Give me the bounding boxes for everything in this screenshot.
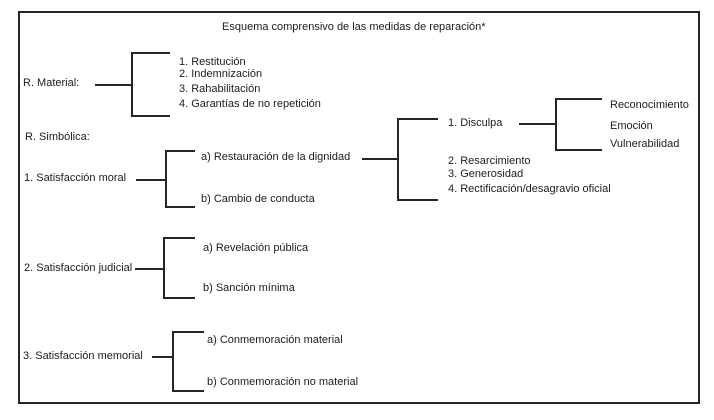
material-item: 3. Rahabilitación	[179, 83, 261, 95]
material-label: R. Material:	[23, 77, 80, 89]
judicial-item-a: a) Revelación pública	[203, 242, 309, 254]
judicial-label: 2. Satisfacción judicial	[24, 262, 133, 274]
bracket-line	[397, 118, 438, 120]
connector-line	[519, 123, 555, 125]
dignidad-item: 2. Resarcimiento	[448, 155, 531, 167]
bracket-line	[131, 52, 170, 54]
disculpa-item: Reconocimiento	[610, 99, 689, 111]
bracket-line	[131, 115, 170, 117]
diagram-title: Esquema comprensivo de las medidas de reparación*	[222, 21, 486, 33]
bracket-line	[163, 237, 195, 239]
judicial-item-b: b) Sanción mínima	[203, 282, 295, 294]
material-item: 4. Garantías de no repetición	[179, 98, 321, 110]
moral-item-a: a) Restauración de la dignidad	[201, 151, 351, 163]
bracket-line	[555, 98, 602, 100]
simbolica-label: R. Simbólica:	[25, 131, 90, 143]
moral-label: 1. Satisfacción moral	[24, 172, 127, 184]
connector-line	[362, 158, 398, 160]
bracket-line	[397, 199, 438, 201]
memorial-item-b: b) Conmemoración no material	[207, 376, 359, 388]
bracket-line	[172, 390, 204, 392]
memorial-item-a: a) Conmemoración material	[207, 334, 343, 346]
moral-item-b: b) Cambio de conducta	[201, 193, 315, 205]
connector-line	[136, 179, 165, 181]
disculpa-item: Vulnerabilidad	[610, 138, 680, 150]
connector-line	[152, 356, 172, 358]
diagram-border	[18, 11, 700, 404]
bracket-line	[555, 149, 602, 151]
bracket-line	[165, 206, 195, 208]
connector-line	[135, 268, 163, 270]
bracket-line	[397, 118, 399, 200]
bracket-line	[163, 237, 165, 298]
bracket-line	[172, 331, 204, 333]
bracket-line	[163, 297, 195, 299]
material-item: 1. Restitución	[179, 56, 246, 68]
bracket-line	[131, 52, 133, 116]
bracket-line	[165, 150, 195, 152]
disculpa-item: Emoción	[610, 120, 653, 132]
dignidad-item: 4. Rectificación/desagravio oficial	[448, 183, 611, 195]
connector-line	[95, 84, 132, 86]
material-item: 2. Indemnización	[179, 68, 263, 80]
bracket-line	[165, 150, 167, 207]
memorial-label: 3. Satisfacción memorial	[23, 350, 143, 362]
dignidad-item: 3. Generosidad	[448, 168, 524, 180]
bracket-line	[555, 98, 557, 150]
dignidad-item: 1. Disculpa	[448, 117, 503, 129]
bracket-line	[172, 331, 174, 392]
